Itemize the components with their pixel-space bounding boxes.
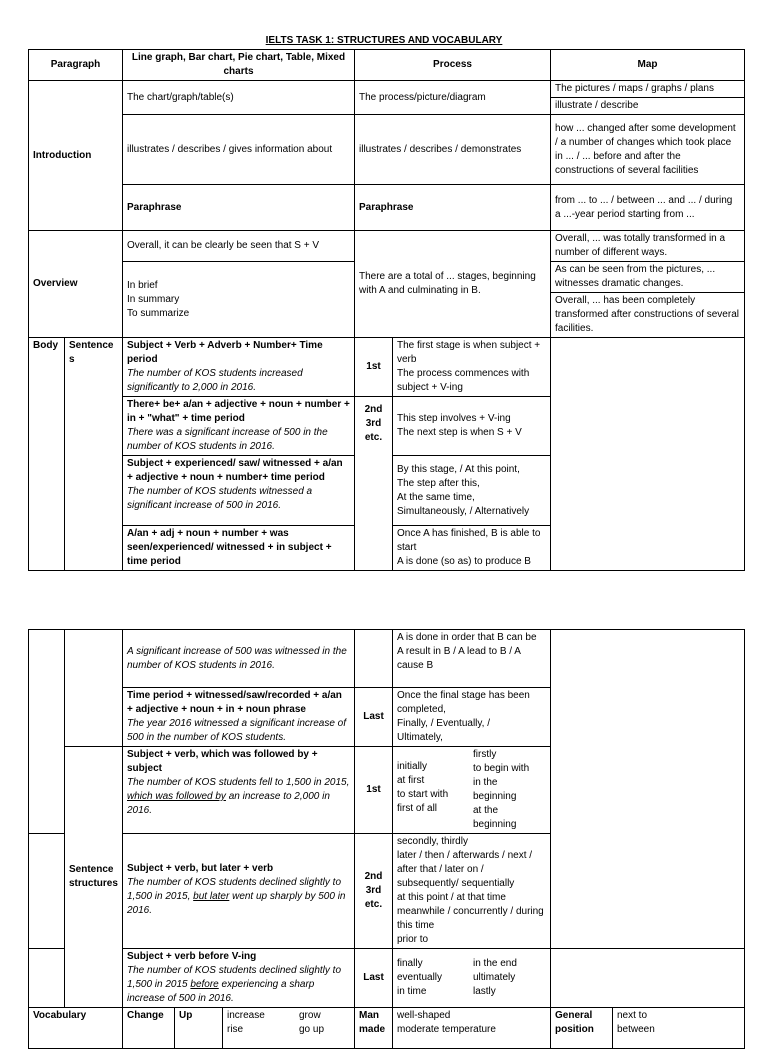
intro-map-how: how ... changed after some development / a number of changes which took place in ... / ... before and after the constructions of several facilities [551, 115, 745, 185]
p2-body-cell-2 [29, 834, 65, 949]
vocab-man-made-text: well-shaped moderate temperature [393, 1008, 551, 1049]
structure-1-example-underlined: which was followed by [127, 791, 226, 802]
body-sentence-3 [123, 456, 355, 526]
vocab-up-col1: increase rise [227, 1010, 265, 1035]
structures-table-page1 [28, 49, 745, 571]
p2-map-empty-2 [551, 949, 745, 1008]
sentence-3-example: The number of KOS students witnessed a significant increase of 500 in 2016. [127, 486, 313, 511]
intro-chart-paraphrase: Paraphrase [123, 185, 355, 231]
intro-map-time: from ... to ... / between ... and ... / during a ...-year period starting from ... [551, 185, 745, 231]
vocab-general-position-label: General position [551, 1008, 613, 1048]
intro-label: Introduction [29, 81, 123, 231]
structure-2nd-words: secondly, thirdly later / then / afterwards / next / after that / later on / subsequently/ sequentially at this point / at that time meanwhile / concurrently / during this time prior to [393, 834, 551, 949]
vocabulary-label: Vocabulary [29, 1008, 123, 1049]
sentence-1-pattern: Subject + Verb + Adverb + Number+ Time period [127, 340, 323, 365]
process-last-label: Last [355, 688, 393, 747]
intro-chart-verb: illustrates / describes / gives information about [123, 115, 355, 185]
structure-2 [123, 834, 355, 949]
p2-map-empty [551, 630, 745, 949]
structure-1-example-b: an increase to 2,000 in 2016. [127, 791, 330, 816]
process-2nd-label: 2nd 3rd etc. [355, 397, 393, 571]
structure-1st-label: 1st [355, 747, 393, 834]
structures-table-page2 [28, 629, 745, 1049]
sentence-2-pattern: There+ be+ a/an + adjective + noun + number + in + "what" + time period [127, 399, 350, 424]
vocab-change-cell [123, 1008, 355, 1049]
p2-process-label-empty [355, 630, 393, 688]
sentence-5-pattern: Time period + witnessed/saw/recorded + a/an + adjective + noun + in + noun phrase [127, 690, 342, 715]
structure-last-col2: in the end ultimately lastly [473, 958, 517, 997]
header-paragraph: Paragraph [29, 50, 123, 81]
vocab-man-made-label: Man made [355, 1008, 393, 1049]
structure-last-col1: finally eventually in time [397, 958, 443, 997]
process-last-text: Once the final stage has been completed, Finally, / Eventually, / Ultimately, [393, 688, 551, 747]
process-4th-text: Once A has finished, B is able to start A is done (so as) to produce B [393, 526, 551, 571]
structure-1-example [127, 776, 350, 818]
structure-2-example-b: went up sharply by 500 in 2016. [127, 891, 346, 916]
sentence-3-pattern: Subject + experienced/ saw/ witnessed + a/an + adjective + noun + number+ time period [127, 458, 343, 483]
structure-last-label: Last [355, 949, 393, 1008]
process-2nd-text: This step involves + V-ing The next step is when S + V [393, 397, 551, 456]
p2-body-cell [29, 630, 65, 834]
vocab-general-position-cell [551, 1008, 745, 1049]
p2-sentences-cell [65, 630, 123, 747]
process-3rd-text: By this stage, / At this point, The step after this, At the same time, Simultaneously, / Alternatively [393, 456, 551, 526]
intro-map-verb: illustrate / describe [551, 98, 745, 115]
structure-2-example-underlined: but later [193, 891, 230, 902]
overview-chart-overall: Overall, it can be clearly be seen that S + V [123, 231, 355, 262]
overview-map-b: As can be seen from the pictures, ... witnesses dramatic changes. [551, 262, 745, 293]
sentence-1-example: The number of KOS students increased significantly to 2,000 in 2016. [127, 368, 303, 393]
body-sentences-label: Sentence s [65, 338, 123, 571]
structure-2-example-a: The number of KOS students declined slightly to 1,500 in 2015, [127, 877, 342, 902]
structure-1-pattern: Subject + verb, which was followed by + subject [127, 749, 318, 774]
structure-3-example [127, 964, 350, 1006]
vocab-up-label: Up [175, 1008, 223, 1048]
structure-3-example-a: The number of KOS students declined slightly to 1,500 in 2015 [127, 965, 342, 990]
vocab-change-label: Change [123, 1008, 175, 1048]
p2-process-4th-text: A is done in order that B can be A result in B / A lead to B / A cause B [393, 630, 551, 688]
header-map: Map [551, 50, 745, 81]
p2-body-cell-3 [29, 949, 65, 1008]
map-body-empty [551, 338, 745, 571]
body-sentence-1 [123, 338, 355, 397]
structure-2-example [127, 876, 350, 918]
structure-1st-col1: initially at first to start with first of all [397, 761, 449, 814]
structure-3-pattern: Subject + verb before V-ing [127, 951, 257, 962]
overview-map-a: Overall, ... was totally transformed in a number of different ways. [551, 231, 745, 262]
document-title: IELTS TASK 1: STRUCTURES AND VOCABULARY [265, 35, 503, 46]
overview-process-text: There are a total of ... stages, beginning with A and culminating in B. [355, 231, 551, 338]
structure-2nd-label: 2nd 3rd etc. [355, 834, 393, 949]
structure-1-example-a: The number of KOS students fell to 1,500 in 2015, [127, 777, 350, 788]
structure-1st-col2: firstly to begin with in the beginning at the beginning [473, 749, 530, 830]
p2-sentence-4-example: A significant increase of 500 was witnessed in the number of KOS students in 2016. [123, 630, 355, 688]
intro-process-subject: The process/picture/diagram [355, 81, 551, 115]
header-charts: Line graph, Bar chart, Pie chart, Table, Mixed charts [123, 50, 355, 81]
intro-process-verb: illustrates / describes / demonstrates [355, 115, 551, 185]
sentence-5-example: The year 2016 witnessed a significant increase of 500 in the number of KOS students. [127, 718, 347, 743]
body-sentence-2 [123, 397, 355, 456]
structure-3 [123, 949, 355, 1008]
structure-1st-words [393, 747, 551, 834]
intro-process-paraphrase: Paraphrase [355, 185, 551, 231]
intro-chart-subject: The chart/graph/table(s) [123, 81, 355, 115]
vocab-general-position-text: next to between [617, 1010, 655, 1035]
sentence-2-example: There was a significant increase of 500 in the number of KOS students in 2016. [127, 427, 328, 452]
header-process: Process [355, 50, 551, 81]
p2-sentence-5 [123, 688, 355, 747]
structure-1 [123, 747, 355, 834]
structures-label: Sentence structures [65, 747, 123, 1008]
body-label: Body [29, 338, 65, 571]
structure-2-pattern: Subject + verb, but later + verb [127, 863, 274, 874]
intro-map-subject: The pictures / maps / graphs / plans [551, 81, 745, 98]
body-sentence-4-pattern: A/an + adj + noun + number + was seen/experienced/ witnessed + in subject + time period [123, 526, 355, 571]
structure-last-words [393, 949, 551, 1008]
overview-chart-summary: In brief In summary To summarize [123, 262, 355, 338]
process-1st-text: The first stage is when subject + verb The process commences with subject + V-ing [393, 338, 551, 397]
vocab-up-col2: grow go up [299, 1010, 325, 1035]
structure-3-example-underlined: before [190, 979, 219, 990]
overview-label: Overview [29, 231, 123, 338]
overview-map-c: Overall, ... has been completely transformed after constructions of several facilities. [551, 293, 745, 338]
structure-3-example-b: experiencing a sharp increase of 500 in 2016. [127, 979, 315, 1004]
process-1st-label: 1st [355, 338, 393, 397]
